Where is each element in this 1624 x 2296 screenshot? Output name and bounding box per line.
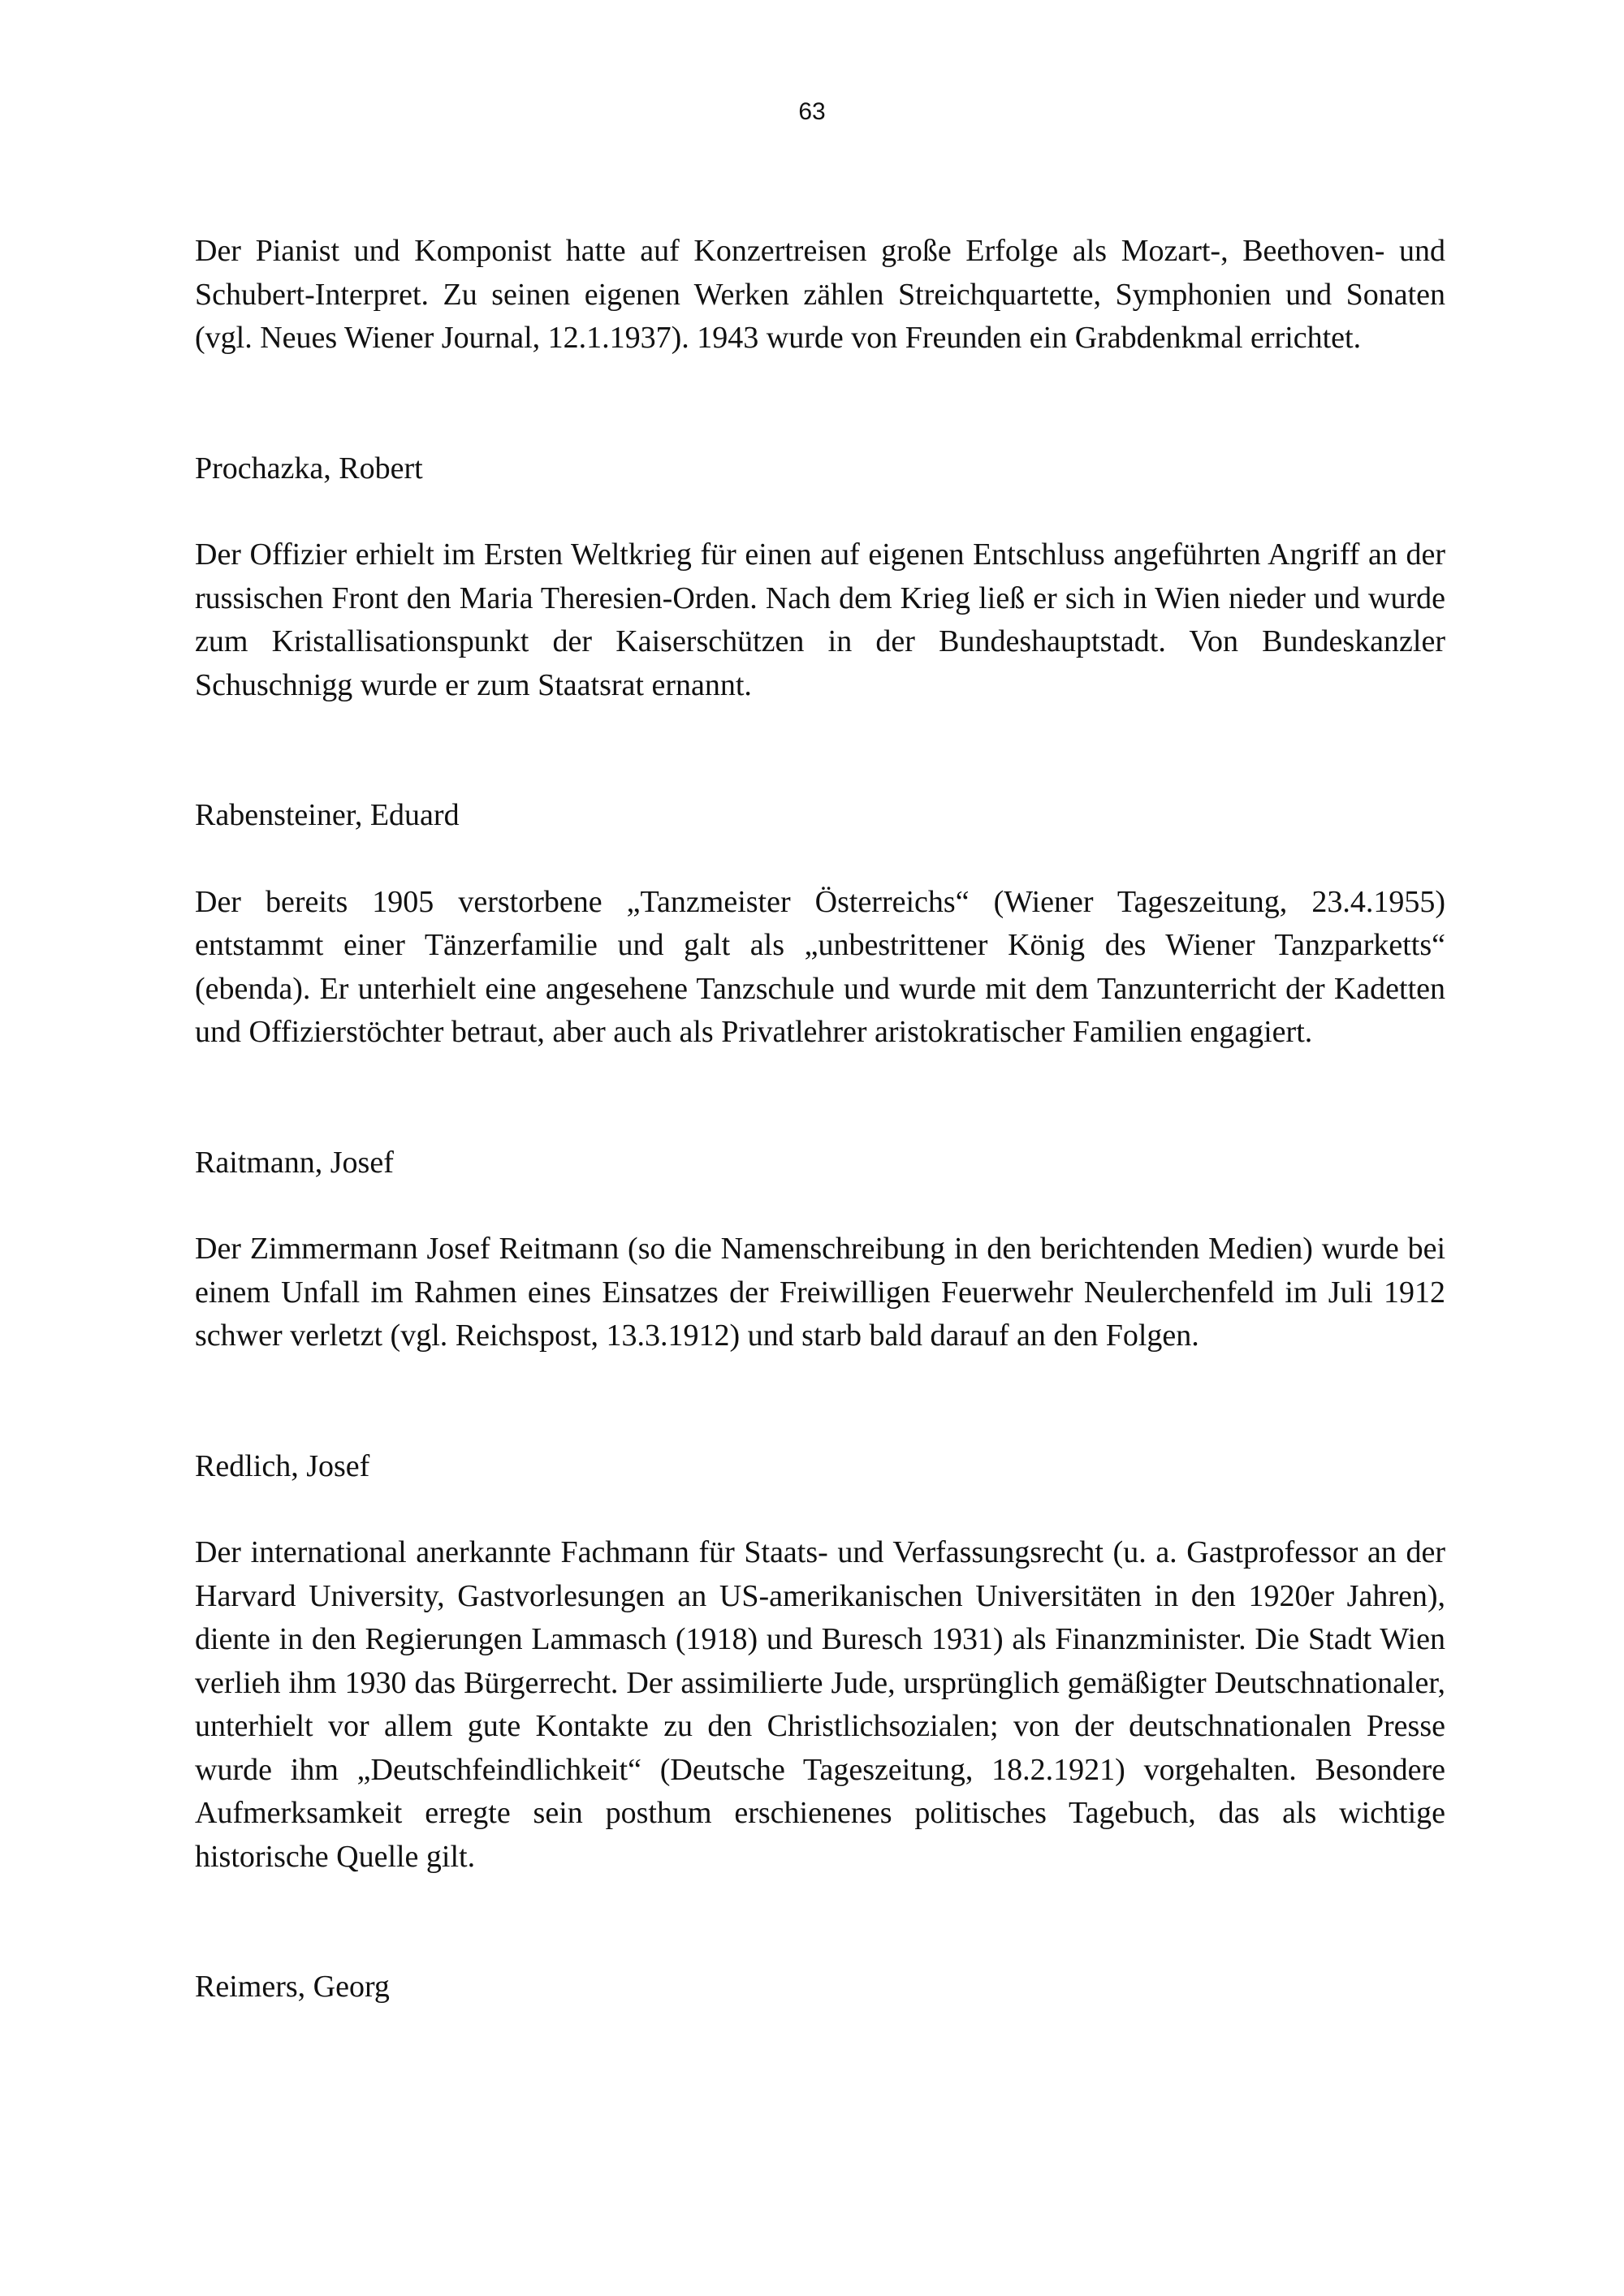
entry-text: Der Zimmermann Josef Reitmann (so die Namenschreibung in den berichtenden Medien) wurde bei einem Unfall im Rahmen eines Einsatzes der Freiwilligen Feuerwehr Neulerchenfeld im Juli 1912 schwer verletzt (vgl. Reichspost, 13.3.1912) und starb bald darauf an den Folgen. <box>195 1232 1445 1353</box>
entry-prochazka <box>195 447 1445 708</box>
spacer <box>195 1358 1445 1445</box>
entry-name: Redlich, Josef <box>195 1448 370 1483</box>
entry-text: Der Offizier erhielt im Ersten Weltkrieg für einen auf eigenen Entschluss angeführten Angriff an der russischen Front den Maria Theresien-Orden. Nach dem Krieg ließ er sich in Wien nieder und wurde zum Kristallisationspunkt der Kaiserschützen in der Bundeshauptstadt. Von Bundeskanzler Schuschnigg wurde er zum Staatsrat ernannt. <box>195 537 1445 702</box>
spacer <box>195 490 1445 533</box>
entry-reimers <box>195 1966 1445 2009</box>
entry-name: Prochazka, Robert <box>195 451 423 486</box>
spacer <box>195 1879 1445 1966</box>
intro-paragraph: Der Pianist und Komponist hatte auf Konzertreisen große Erfolge als Mozart-, Beethoven- und Schubert-Interpret. Zu seinen eigenen Werken zählen Streichquartette, Symphonien und Sonaten (vgl. Neues Wiener Journal, 12.1.1937). 1943 wurde von Freunden ein Grabdenkmal errichtet. <box>195 234 1445 355</box>
entry-name: Reimers, Georg <box>195 1970 390 2004</box>
document-body <box>195 230 1445 2009</box>
spacer <box>195 1488 1445 1531</box>
entry-text: Der international anerkannte Fachmann für Staats- und Verfassungsrecht (u. a. Gastprofessor an der Harvard University, Gastvorlesungen an US-amerikanischen Universitäten in den 1920er Jahren), diente in den Regierungen Lammasch (1918) und Buresch 1931) als Finanzminister. Die Stadt Wien verlieh ihm 1930 das Bürgerrecht. Der assimilierte Jude, ursprünglich gemäßigter Deutschnationaler, unterhielt vor allem gute Kontakte zu den Christlichsozialen; von der deutschnationalen Presse wurde ihm „Deutschfeindlichkeit“ (Deutsche Tageszeitung, 18.2.1921) vorgehalten. Besondere Aufmerksamkeit erregte sein posthum erschienenes politisches Tagebuch, das als wichtige historische Quelle gilt. <box>195 1535 1445 1874</box>
page-number: 63 <box>798 98 826 125</box>
spacer <box>195 707 1445 794</box>
entry-name: Rabensteiner, Eduard <box>195 798 460 832</box>
spacer <box>195 1185 1445 1228</box>
entry-rabensteiner <box>195 794 1445 1055</box>
entry-raitmann <box>195 1142 1445 1358</box>
entry-text: Der bereits 1905 verstorbene „Tanzmeister Österreichs“ (Wiener Tageszeitung, 23.4.1955) entstammt einer Tänzerfamilie und galt als „unbestrittener König des Wiener Tanzparketts“ (ebenda). Er unterhielt eine angesehene Tanzschule und wurde mit dem Tanzunterricht der Kadetten und Offizierstöchter betraut, aber auch als Privatlehrer aristokratischer Familien engagiert. <box>195 884 1445 1049</box>
spacer <box>195 360 1445 447</box>
entry-name: Raitmann, Josef <box>195 1145 394 1180</box>
spacer <box>195 838 1445 881</box>
entry-redlich <box>195 1445 1445 1880</box>
spacer <box>195 1055 1445 1142</box>
